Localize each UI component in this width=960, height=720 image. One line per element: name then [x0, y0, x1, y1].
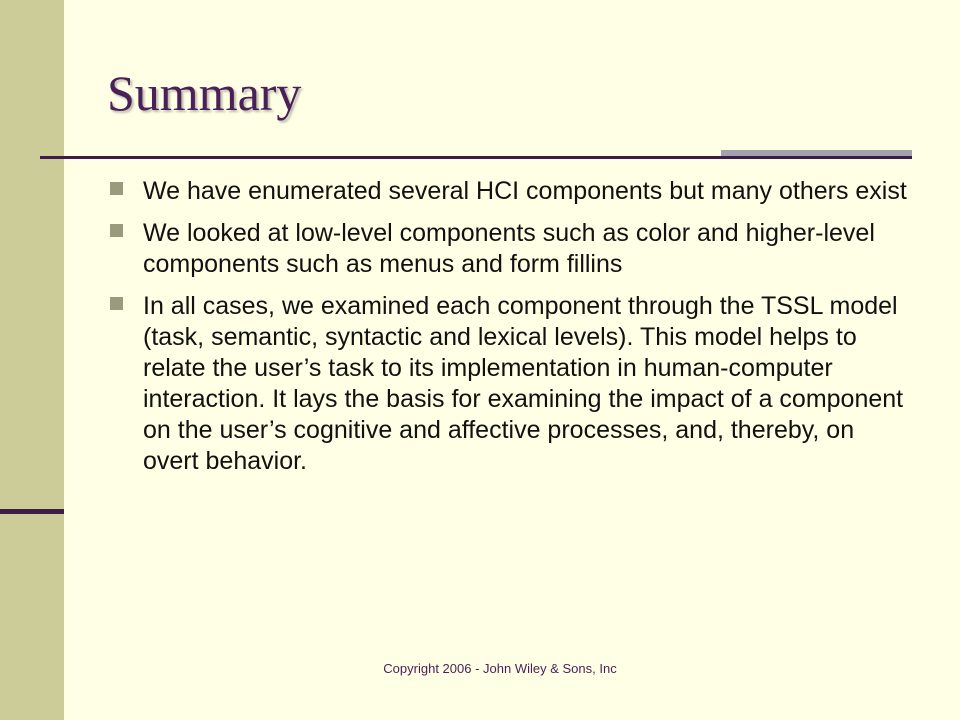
slide-title: Summary	[107, 65, 302, 121]
square-bullet-icon	[110, 182, 123, 195]
bullet-item	[107, 218, 907, 280]
bullet-text: In all cases, we examined each component through the TSSL model (task, semantic, syntactic and lexical levels). This model helps to relate the user’s task to its implementation in human-computer interaction. It lays the basis for examining the impact of a component on the user’s cognitive and affective processes, and, thereby, on overt behavior.	[143, 292, 904, 475]
bullet-text: We looked at low-level components such as color and higher-level components such as menus and form fillins	[143, 219, 875, 278]
left-decorative-band	[0, 0, 64, 720]
bullet-text: We have enumerated several HCI components but many others exist	[143, 177, 907, 205]
square-bullet-icon	[110, 297, 123, 310]
title-rule	[40, 156, 912, 159]
bullet-item	[107, 176, 907, 207]
square-bullet-icon	[110, 224, 123, 237]
bullet-item	[107, 291, 907, 477]
left-band-accent-line	[0, 509, 64, 514]
copyright-footer: Copyright 2006 - John Wiley & Sons, Inc	[383, 661, 617, 676]
bullet-list	[107, 176, 907, 488]
